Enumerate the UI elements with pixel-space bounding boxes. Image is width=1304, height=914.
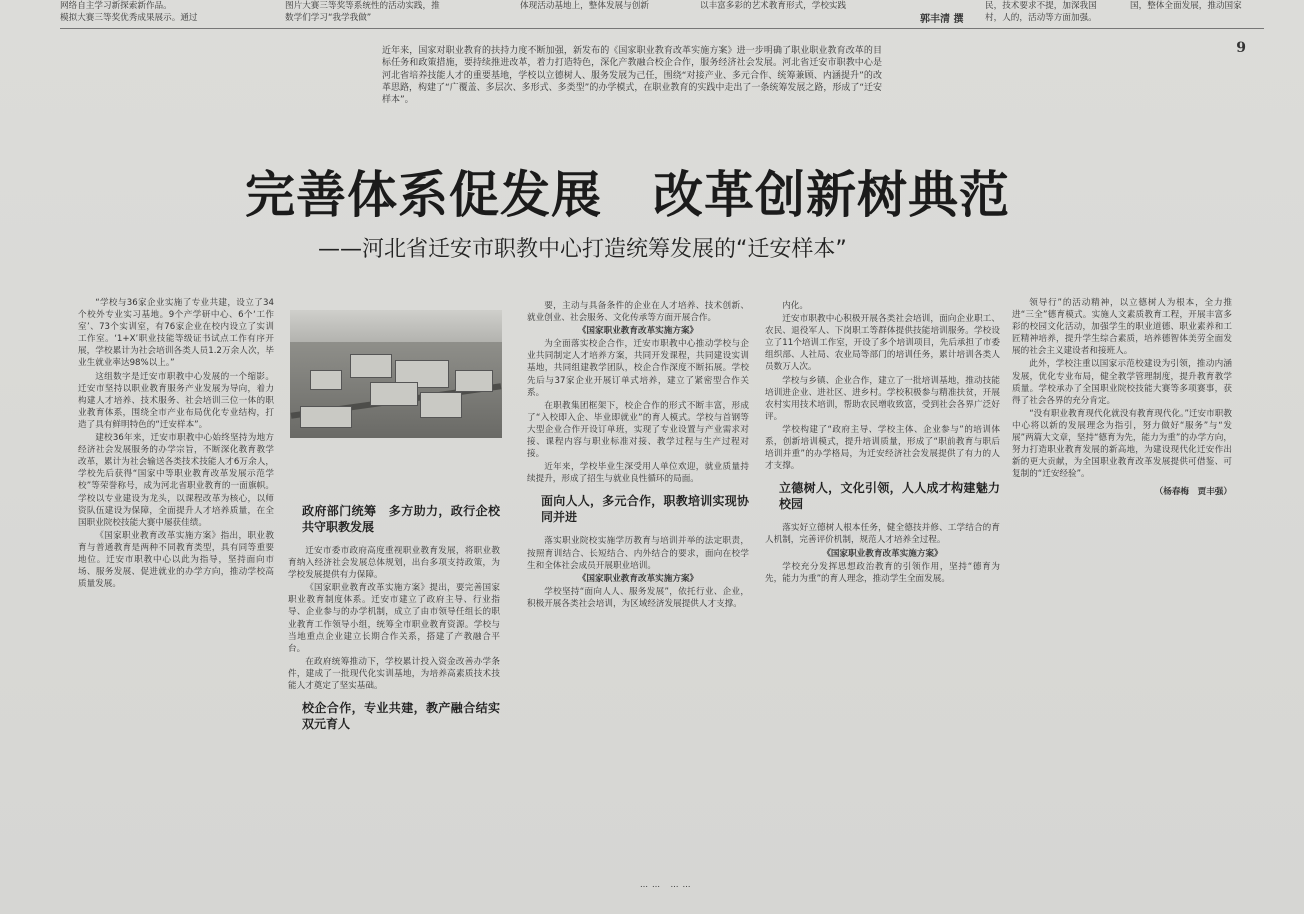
top-divider — [60, 28, 1264, 29]
photo-building — [310, 370, 342, 390]
paragraph: 在职教集团框架下，校企合作的形式不断丰富，形成了“入校即入企、毕业即就业”的育人模式。学校与首钢等大型企业合作开设订单班，实现了专业设置与产业需求对接、课程内容与职业标准对接、教学过程与生产过程对接。 — [527, 400, 749, 460]
article-column-2 — [288, 495, 500, 860]
paragraph: 在政府统筹推动下，学校累计投入资金改善办学条件，建成了一批现代化实训基地，为培养高素质技术技能人才奠定了坚实基础。 — [288, 656, 500, 692]
top-col-5: 民，技术要求不提，加深我国 村，人的，活动等方面加强。 — [985, 1, 1097, 24]
paragraph: 要，主动与具备条件的企业在人才培养、技术创新、就业创业、社会服务、文化传承等方面开展合作。 — [527, 301, 749, 324]
paragraph: 《国家职业教育改革实施方案》指出，职业教育与普通教育是两种不同教育类型，具有同等重要地位。迁安市职教中心以此为指导，坚持面向市场、服务发展、促进就业的办学方向，推动学校高质量发展。 — [78, 530, 274, 590]
paragraph: 落实职业院校实施学历教育与培训并举的法定职责，按照育训结合、长短结合、内外结合的要求，面向在校学生和全体社会成员开展职业培训。 — [527, 536, 749, 571]
headline: 完善体系促发展 改革创新树典范 — [245, 165, 1010, 224]
paragraph: 迁安市职教中心积极开展各类社会培训，面向企业职工、农民、退役军人、下岗职工等群体提供技能培训服务。学校设立了11个培训工作室，开设了多个培训项目，先后承担了市委组织部、人社局、农业局等部门的培训任务，累计培训各类人员数万人次。 — [765, 314, 1000, 373]
section-heading-school-enterprise: 校企合作，专业共建，教产融合结实双元育人 — [302, 701, 500, 732]
paragraph: 近年来，学校毕业生深受用人单位欢迎，就业质量持续提升，形成了招生与就业良性循环的局面。 — [527, 462, 749, 485]
paragraph: 建校36年来，迁安市职教中心始终坚持为地方经济社会发展服务的办学宗旨，不断深化教育教学改革，累计为社会输送各类技术技能人才6万余人，学校先后获得“国家中等职业教育改革发展示范学校”等荣誉称号，成为河北省职业教育的一面旗帜。学校以专业建设为龙头，以课程改革为核心，以师资队伍建设为保障，全面提升人才培养质量，在全国职业院校技能大赛中屡获佳绩。 — [78, 433, 274, 528]
page-footer: …… …… — [640, 880, 695, 889]
photo-building — [420, 392, 462, 418]
article-column-1 — [78, 297, 274, 857]
top-col-1: 网络自主学习新探索新作品。 模拟大赛三等奖优秀成果展示。通过 — [60, 1, 198, 24]
top-col-4: 以丰富多彩的艺术教育形式，学校实践 — [700, 1, 847, 11]
paragraph: 《国家职业教育改革实施方案》提出，要完善国家职业教育制度体系。迁安市建立了政府主导、行业指导、企业参与的办学机制，成立了由市领导任组长的职业教育工作领导小组，统筹全市职业教育资源。学校与当地重点企业建立长期合作关系，搭建了产教融合平台。 — [288, 583, 500, 654]
paragraph: “没有职业教育现代化就没有教育现代化。”迁安市职教中心将以新的发展理念为指引，努力做好“服务”与“发展”两篇大文章，坚持“德育为先，能力为重”的办学方向，努力打造职业教育发展的新高地，为建设现代化迁安作出新的更大贡献，为全国职业教育改革发展提供可借鉴、可复制的“迁安经验”。 — [1012, 408, 1232, 480]
section-heading-training: 面向人人，多元合作，职教培训实现协同并进 — [541, 494, 749, 525]
article-column-3 — [527, 300, 749, 860]
paragraph: 学校构建了“政府主导、学校主体、企业参与”的培训体系，创新培训模式，提升培训质量，形成了“职前教育与职后培训并重”的办学格局，为迁安经济社会发展提供了有力的人才支撑。 — [765, 424, 1000, 472]
page-number: 9 — [1236, 40, 1246, 56]
intro-paragraph: 近年来，国家对职业教育的扶持力度不断加强，新发布的《国家职业教育改革实施方案》进一步明确了职业职业教育改革的目标任务和政策措施，要持续推进改革，着力打造特色，深化产教融合校企合作，服务经济社会发展。河北省迁安市职教中心是河北省培养技能人才的重要基地，学校以立德树人、服务发展为己任，围绕“对接产业、多元合作、统筹兼顾、内涵提升”的改革思路，构建了“广覆盖、多层次、多形式、多类型”的办学模式，在职业教育的实践中走出了一条统筹发展之路，形成了“迁安样本”。 — [382, 46, 882, 106]
photo-building — [350, 354, 392, 378]
subtitle: ——河北省迁安市职教中心打造统筹发展的“迁安样本” — [318, 237, 847, 262]
policy-quote: 《国家职业教育改革实施方案》 — [577, 326, 699, 337]
top-col-2: 图片大赛三等奖等系统性的活动实践，推 数学们学习“我学我做” — [285, 1, 440, 24]
photo-building — [300, 406, 352, 428]
paragraph: 学校充分发挥思想政治教育的引领作用，坚持“德育为先，能力为重”的育人理念，推动学生全面发展。 — [765, 561, 1000, 584]
article-column-5 — [1012, 297, 1232, 857]
paragraph: 此外，学校注重以国家示范校建设为引领，推动内涵发展，优化专业布局，健全教学管理制度，提升教育教学质量。学校承办了全国职业院校技能大赛等多项赛事，获得了社会各界的充分肯定。 — [1012, 359, 1232, 406]
photo-sky — [290, 310, 502, 342]
photo-building — [455, 370, 493, 392]
paragraph: 内化。 — [782, 301, 808, 311]
article-column-4 — [765, 300, 1000, 860]
paragraph: 落实好立德树人根本任务，健全德技并修、工学结合的育人机制，完善评价机制，规范人才培养全过程。 — [765, 523, 1000, 546]
top-strip — [60, 0, 1264, 28]
paragraph: 学校与乡镇、企业合作，建立了一批培训基地，推动技能培训进企业、进社区、进乡村。学校积极参与精准扶贫，开展农村实用技术培训，帮助农民增收致富，受到社会各界广泛好评。 — [765, 375, 1000, 422]
photo-building — [370, 382, 418, 406]
section-heading-government: 政府部门统筹 多方助力，政行企校共守职教发展 — [302, 504, 500, 534]
top-col-6: 国，整体全面发展，推动国家 — [1130, 1, 1242, 11]
paragraph: 迁安市委市政府高度重视职业教育发展，将职业教育纳入经济社会发展总体规划，出台多项支持政策，为学校发展提供有力保障。 — [288, 546, 500, 581]
paragraph: 学校坚持“面向人人、服务发展”，依托行业、企业，积极开展各类社会培训，为区域经济发展提供人才支撑。 — [527, 586, 749, 609]
policy-quote: 《国家职业教育改革实施方案》 — [577, 573, 699, 584]
paragraph: 这组数字是迁安市职教中心发展的一个缩影。迁安市坚持以职业教育服务产业发展为导向，着力构建人才培养、技术服务、社会培训三位一体的职业教育体系，围绕全市产业布局优化专业结构，打造了具有鲜明特色的“迁安样本”。 — [78, 371, 274, 430]
author-signature: （杨春梅 贾丰强） — [1154, 487, 1232, 498]
campus-photo — [290, 310, 502, 438]
paragraph: 领导行”的活动精神，以立德树人为根本，全力推进“三全”德育模式。实施人文素质教育工程，开展丰富多彩的校园文化活动，加强学生的职业道德、职业素养和工匠精神培养，提升学生综合素质，培养德智体美劳全面发展的社会主义建设者和接班人。 — [1012, 298, 1232, 357]
top-author: 郭丰清 撰 — [920, 14, 964, 25]
section-heading-moral: 立德树人，文化引领，人人成才构建魅力校园 — [779, 481, 1000, 512]
paragraph: 为全面落实校企合作，迁安市职教中心推动学校与企业共同制定人才培养方案，共同开发课程，共同建设实训基地，共同组建教学团队，校企合作深度不断拓展。学校先后与37家企业开展订单式培养，建立了紧密型合作关系。 — [527, 339, 749, 398]
top-col-3: 体现活动基地上，整体发展与创新 — [520, 1, 649, 11]
policy-quote: 《国家职业教育改革实施方案》 — [822, 548, 943, 559]
paragraph: “学校与36家企业实施了专业共建，设立了34个校外专业实习基地。9个产学研中心、6个‘工作室’、73个实训室，有76家企业在校内设立了实训工作室。‘1+X’职业技能等级证书试点工作有序开展，学校累计为社会培训各类人员1.2万余人次，毕业生就业率达98%以上。” — [78, 298, 274, 369]
